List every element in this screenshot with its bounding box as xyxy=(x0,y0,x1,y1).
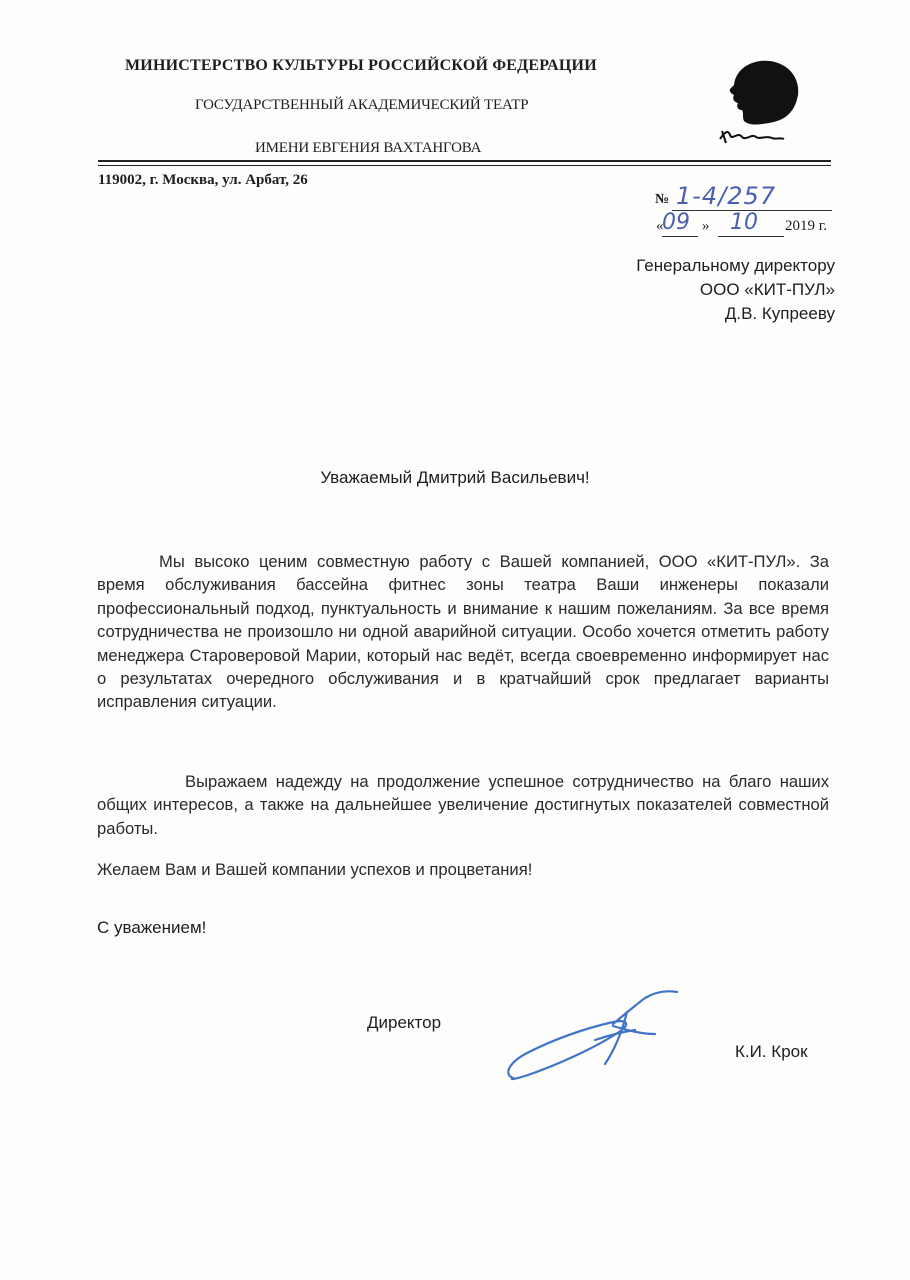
signer-title: Директор xyxy=(367,1013,442,1032)
signer-name: К.И. Крок xyxy=(735,1042,808,1061)
body-paragraph-3: Желаем Вам и Вашей компании успехов и процветания! xyxy=(97,860,533,879)
addressee-position: Генеральному директору xyxy=(636,256,835,275)
date-month: 10 xyxy=(730,210,758,235)
reg-number-label: № xyxy=(655,192,670,207)
theatre-name-line2: ИМЕНИ ЕВГЕНИЯ ВАХТАНГОВА xyxy=(255,140,482,156)
body-paragraph-1: Мы высоко ценим совместную работу с Вашей компанией, ООО «КИТ-ПУЛ». За время обслуживания бассейна фитнес зоны театра Ваши инженеры показали профессиональный подход, пунктуальность и внимание к нашим пожеланиям. За все время сотрудничества не произошло ни одной аварийной ситуации. Особо хочется отметить работу менеджера Староверовой Марии, который нас ведёт, всегда своевременно информирует нас о результатах очередного обслуживания и в кратчайший срок предлагает варианты исправления ситуации. xyxy=(97,552,829,712)
date-day-underline xyxy=(662,236,698,237)
theatre-name-line1: ГОСУДАРСТВЕННЫЙ АКАДЕМИЧЕСКИЙ ТЕАТР xyxy=(195,97,529,113)
vakhtangov-profile-logo-icon xyxy=(712,55,812,150)
addressee-block xyxy=(636,254,835,326)
date-quote-close: » xyxy=(702,218,710,234)
letter-date xyxy=(640,210,840,240)
date-quote-open: « xyxy=(656,218,664,234)
reg-number-value: 1-4/257 xyxy=(676,182,777,210)
body-paragraph-2: Выражаем надежду на продолжение успешное сотрудничество на благо наших общих интересов, а также на дальнейшее увеличение достигнутых показателей совместной работы. xyxy=(97,772,829,838)
date-month-underline xyxy=(718,236,784,237)
letterhead-rule-thick xyxy=(98,160,831,162)
sender-address: 119002, г. Москва, ул. Арбат, 26 xyxy=(98,172,308,188)
ministry-heading: МИНИСТЕРСТВО КУЛЬТУРЫ РОССИЙСКОЙ ФЕДЕРАЦИИ xyxy=(125,57,597,74)
salutation: Уважаемый Дмитрий Васильевич! xyxy=(320,468,590,487)
date-day: 09 xyxy=(662,210,690,235)
addressee-company: ООО «КИТ-ПУЛ» xyxy=(699,280,835,299)
letterhead-rule-thin xyxy=(98,165,831,166)
closing-phrase: С уважением! xyxy=(97,918,207,937)
handwritten-signature-icon xyxy=(495,990,685,1085)
addressee-name: Д.В. Купрееву xyxy=(724,304,835,323)
date-year: 2019 г. xyxy=(785,218,827,234)
